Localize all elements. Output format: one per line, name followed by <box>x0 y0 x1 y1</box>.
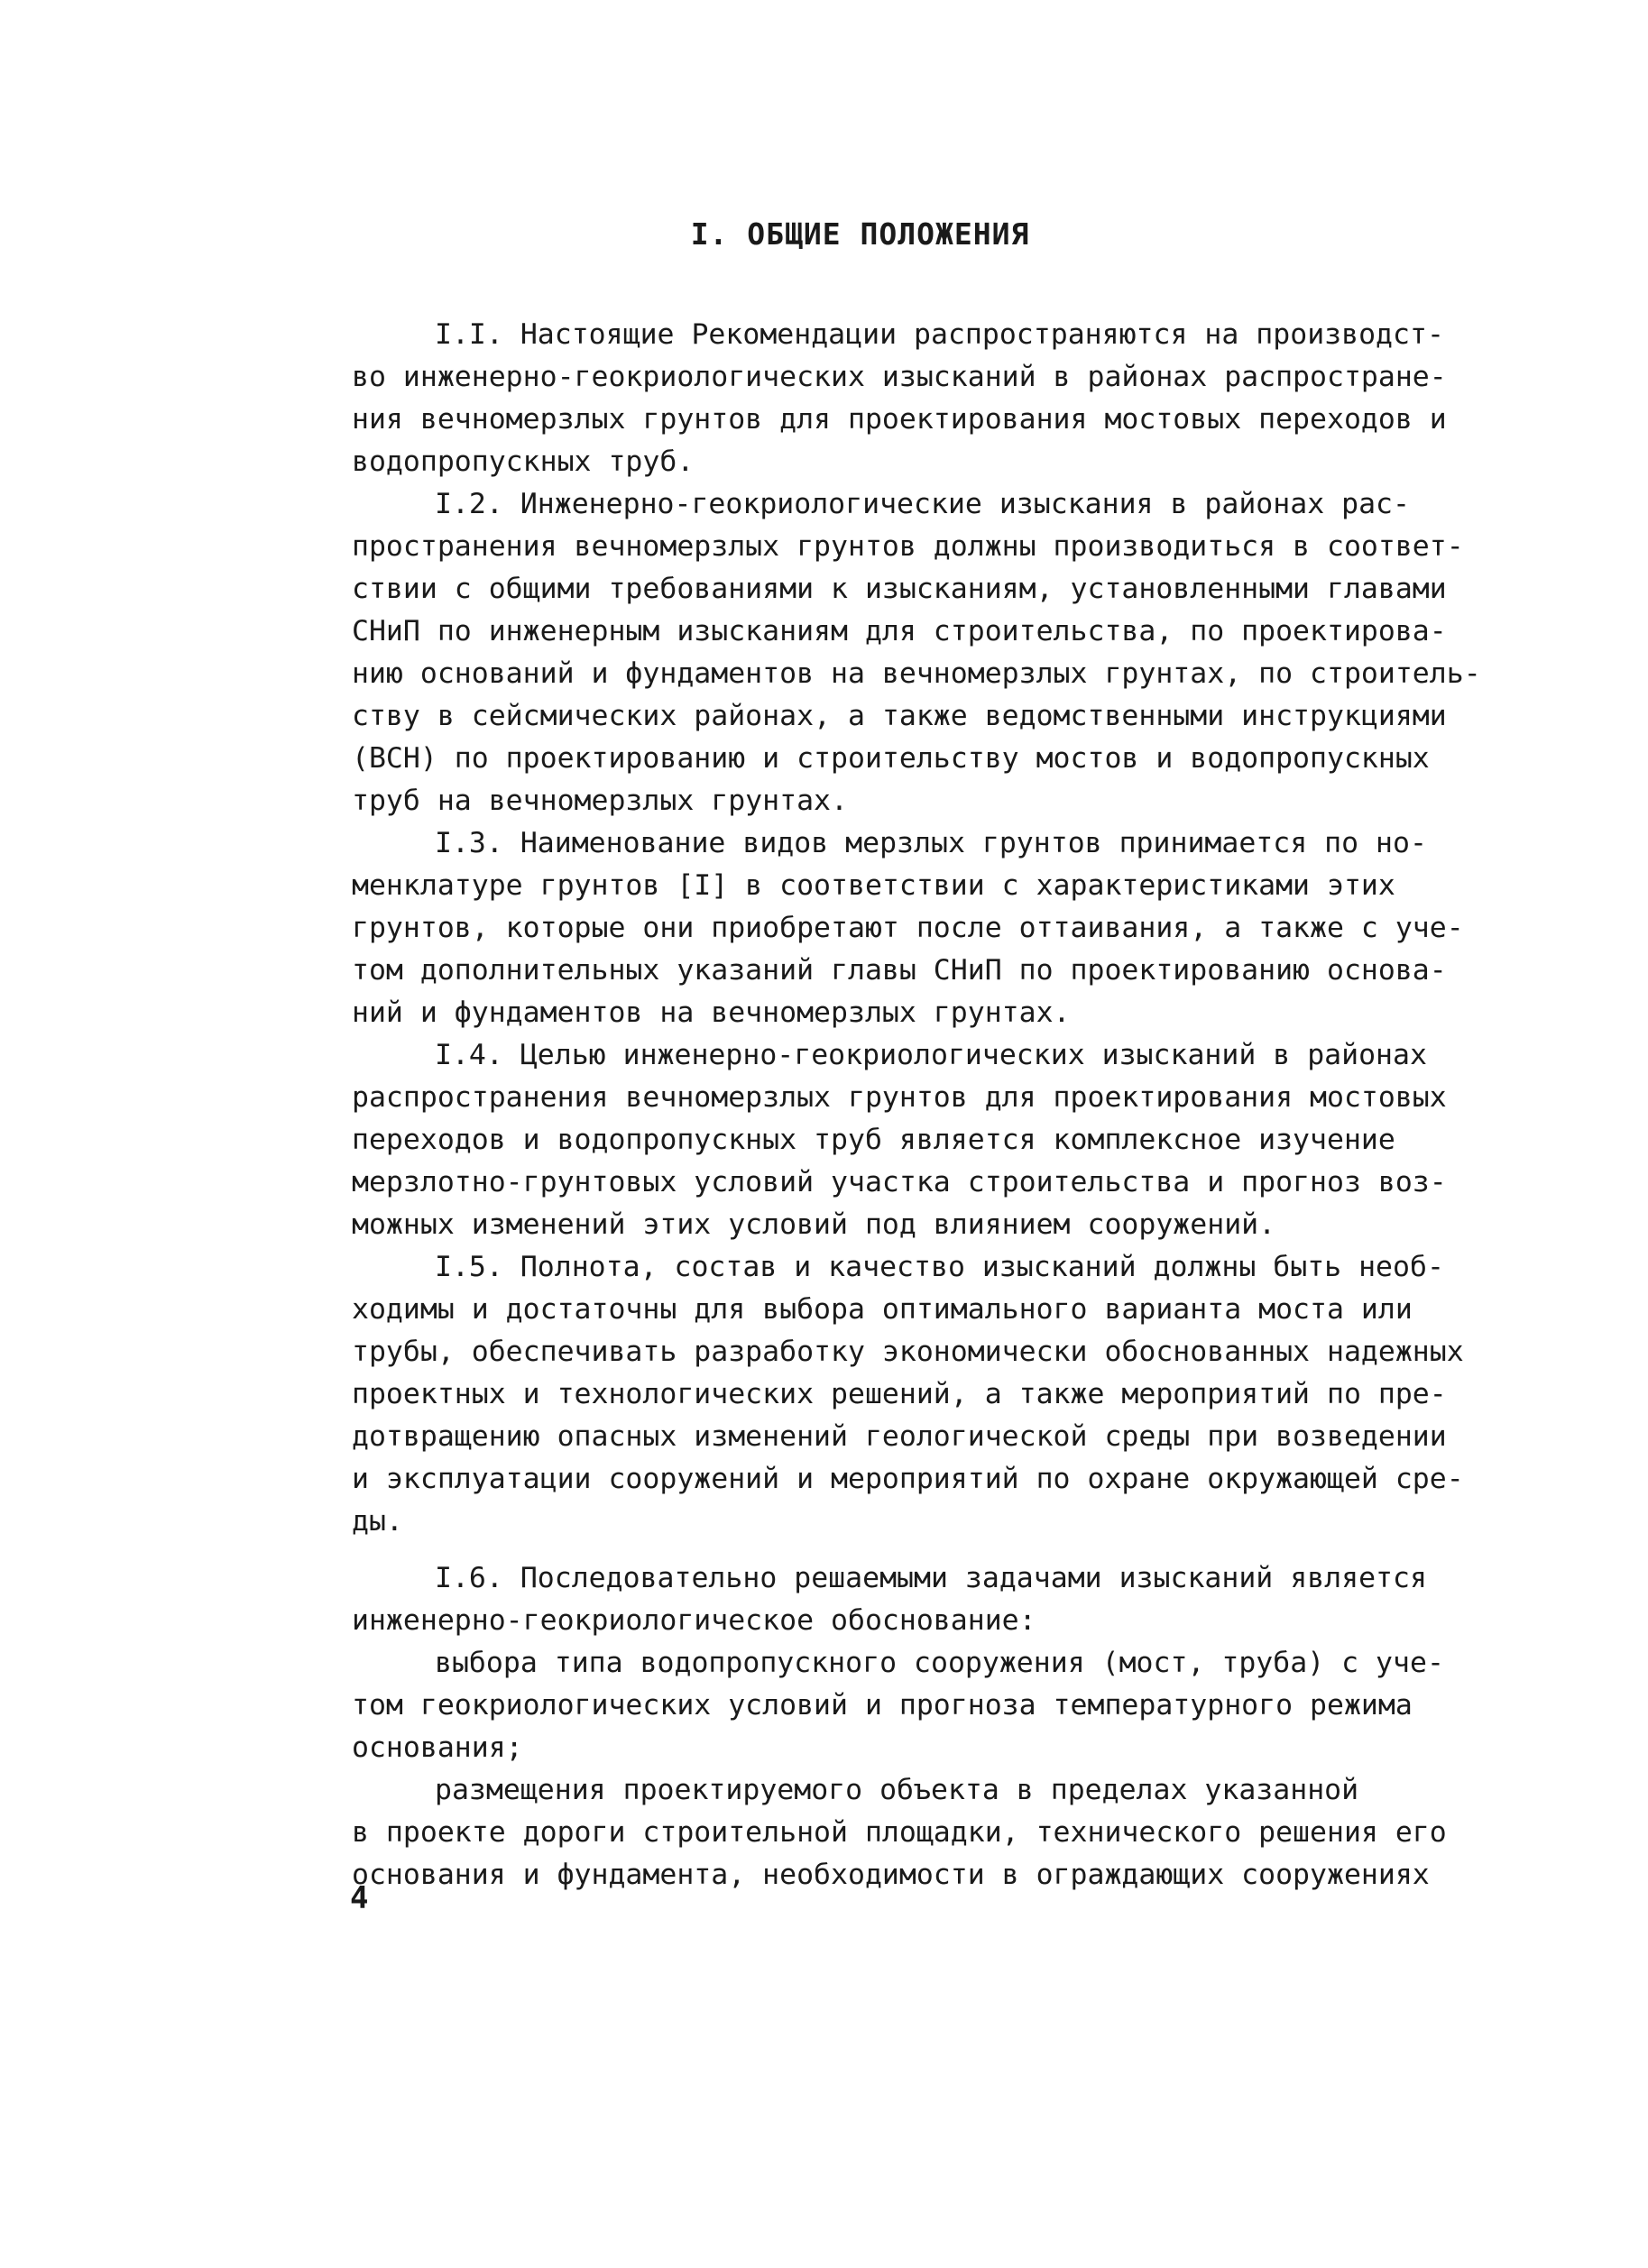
text-line: I.6. Последовательно решаемыми задачами изысканий является <box>435 1562 1427 1594</box>
text-line: выбора типа водопропускного сооружения (мост, труба) с уче- <box>435 1647 1444 1679</box>
text-line: во инженерно-геокриологических изысканий в районах распростране- <box>352 361 1447 393</box>
list-item <box>352 1642 1488 1769</box>
text-line: грунтов, которые они приобретают после оттаивания, а также с уче- <box>352 912 1464 944</box>
text-line: I.4. Целью инженерно-геокриологических изысканий в районах <box>435 1039 1427 1071</box>
paragraph-1-1 <box>352 314 1488 483</box>
text-line: можных изменений этих условий под влиянием сооружений. <box>352 1208 1276 1241</box>
text-line: мерзлотно-грунтовых условий участка строительства и прогноз воз- <box>352 1166 1447 1198</box>
text-line: трубы, обеспечивать разработку экономически обоснованных надежных <box>352 1336 1464 1368</box>
text-line: размещения проектируемого объекта в пределах указанной <box>435 1774 1359 1806</box>
text-line: том дополнительных указаний главы СНиП по проектированию основа- <box>352 954 1447 987</box>
text-line: ству в сейсмических районах, а также ведомственными инструкциями <box>352 700 1447 732</box>
text-line: и эксплуатации сооружений и мероприятий по охране окружающей сре- <box>352 1463 1464 1495</box>
paragraph-1-6 <box>352 1557 1488 1642</box>
text-line: (ВСН) по проектированию и строительству мостов и водопропускных <box>352 742 1430 775</box>
text-line: I.2. Инженерно-геокриологические изыскания в районах рас- <box>435 488 1410 520</box>
section-heading: I. ОБЩИЕ ПОЛОЖЕНИЯ <box>690 216 1030 252</box>
text-line: СНиП по инженерным изысканиям для строительства, по проектирова- <box>352 615 1447 647</box>
page-number: 4 <box>350 1880 369 1916</box>
text-line: труб на вечномерзлых грунтах. <box>352 785 848 817</box>
body-text <box>352 314 1488 1896</box>
text-line: ствии с общими требованиями к изысканиям, установленными главами <box>352 573 1447 605</box>
text-line: менклатуре грунтов [I] в соответствии с характеристиками этих <box>352 869 1395 902</box>
text-line: в проекте дороги строительной площадки, технического решения его <box>352 1816 1447 1849</box>
text-line: проектных и технологических решений, а также мероприятий по пре- <box>352 1378 1447 1410</box>
paragraph-1-2 <box>352 483 1488 822</box>
paragraph-1-5 <box>352 1246 1488 1543</box>
text-line: ний и фундаментов на вечномерзлых грунтах. <box>352 996 1071 1029</box>
text-line: ния вечномерзлых грунтов для проектирования мостовых переходов и <box>352 403 1447 436</box>
text-line: ды. <box>352 1505 403 1538</box>
text-line: I.I. Настоящие Рекомендации распространяются на производст- <box>435 318 1444 351</box>
text-line: I.5. Полнота, состав и качество изысканий должны быть необ- <box>435 1251 1444 1283</box>
list-item <box>352 1769 1488 1896</box>
paragraph-1-3 <box>352 822 1488 1034</box>
text-line: нию оснований и фундаментов на вечномерзлых грунтах, по строитель- <box>352 657 1481 690</box>
text-line: распространения вечномерзлых грунтов для проектирования мостовых <box>352 1081 1447 1114</box>
text-line: водопропускных труб. <box>352 445 695 478</box>
text-line: том геокриологических условий и прогноза температурного режима <box>352 1689 1413 1722</box>
text-line: ходимы и достаточны для выбора оптимального варианта моста или <box>352 1293 1413 1326</box>
text-line: пространения вечномерзлых грунтов должны производиться в соответ- <box>352 530 1464 563</box>
text-line: основания и фундамента, необходимости в ограждающих сооружениях <box>352 1859 1430 1891</box>
paragraph-1-4 <box>352 1034 1488 1246</box>
text-line: инженерно-геокриологическое обоснование: <box>352 1604 1036 1637</box>
text-line: переходов и водопропускных труб является комплексное изучение <box>352 1124 1395 1156</box>
text-line: дотвращению опасных изменений геологической среды при возведении <box>352 1420 1447 1453</box>
text-line: I.3. Наименование видов мерзлых грунтов принимается по но- <box>435 827 1427 859</box>
text-line: основания; <box>352 1731 523 1764</box>
